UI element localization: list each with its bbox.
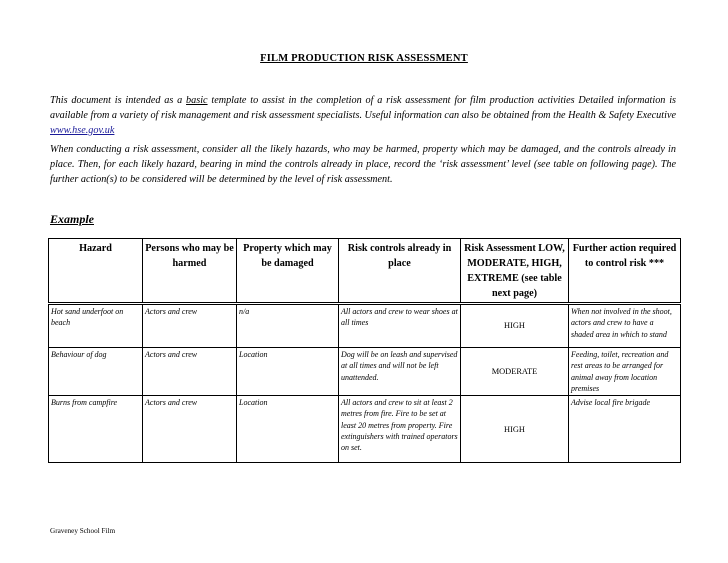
cell-property: Location bbox=[237, 348, 339, 396]
header-persons: Persons who may be harmed bbox=[143, 239, 237, 304]
cell-property: Location bbox=[237, 396, 339, 463]
cell-action: When not involved in the shoot, actors and crew to have a shaded area in which to stand bbox=[569, 304, 681, 348]
header-risk-assessment: Risk Assessment LOW, MODERATE, HIGH, EXTREME (see table next page) bbox=[461, 239, 569, 304]
page-footer: Graveney School Film bbox=[50, 527, 116, 535]
cell-persons: Actors and crew bbox=[143, 396, 237, 463]
cell-persons: Actors and crew bbox=[143, 304, 237, 348]
cell-action: Feeding, toilet, recreation and rest areas to be arranged for animal away from location premises bbox=[569, 348, 681, 396]
cell-risk-level: HIGH bbox=[461, 304, 569, 348]
table-row bbox=[49, 348, 681, 396]
cell-controls: All actors and crew to wear shoes at all times bbox=[339, 304, 461, 348]
header-further-action: Further action required to control risk *** bbox=[569, 239, 681, 304]
intro-text-1: This document is intended as a bbox=[50, 95, 187, 106]
cell-controls: Dog will be on leash and supervised at all times and will not be left unattended. bbox=[339, 348, 461, 396]
cell-hazard: Burns from campfire bbox=[49, 396, 143, 463]
intro-text-2: template to assist in the completion of a risk assessment for film production activities Detailed information is available from a variety of risk management and risk assessment specialists. Useful information can also be obtained from the Health & Safety Executive bbox=[50, 95, 676, 121]
cell-risk-level: MODERATE bbox=[461, 348, 569, 396]
instructions-paragraph: When conducting a risk assessment, consider all the likely hazards, who may be harmed, property which may be damaged, and the controls already in place. Then, for each likely hazard, bearing in mind the controls already in place, record the ‘risk assessment’ level (see table on following page). The further action(s) to be considered will be determined by the level of risk assessment. bbox=[50, 144, 676, 185]
intro-paragraph bbox=[50, 93, 676, 138]
cell-property: n/a bbox=[237, 304, 339, 348]
cell-risk-level: HIGH bbox=[461, 396, 569, 463]
table-header-row bbox=[49, 239, 681, 304]
cell-action: Advise local fire brigade bbox=[569, 396, 681, 463]
intro-emphasis: basic bbox=[186, 95, 208, 106]
section-heading: Example bbox=[50, 212, 94, 226]
cell-controls: All actors and crew to sit at least 2 metres from fire. Fire to be set at least 20 metres from property. Fire extinguishers with trained operators on set. bbox=[339, 396, 461, 463]
header-controls: Risk controls already in place bbox=[339, 239, 461, 304]
cell-persons: Actors and crew bbox=[143, 348, 237, 396]
risk-table bbox=[48, 238, 681, 463]
hse-link[interactable]: www.hse.gov.uk bbox=[50, 125, 115, 136]
cell-hazard: Hot sand underfoot on beach bbox=[49, 304, 143, 348]
cell-hazard: Behaviour of dog bbox=[49, 348, 143, 396]
document-title: FILM PRODUCTION RISK ASSESSMENT bbox=[260, 53, 468, 64]
header-hazard: Hazard bbox=[49, 239, 143, 304]
table-row bbox=[49, 396, 681, 463]
table-row bbox=[49, 304, 681, 348]
header-property: Property which may be damaged bbox=[237, 239, 339, 304]
